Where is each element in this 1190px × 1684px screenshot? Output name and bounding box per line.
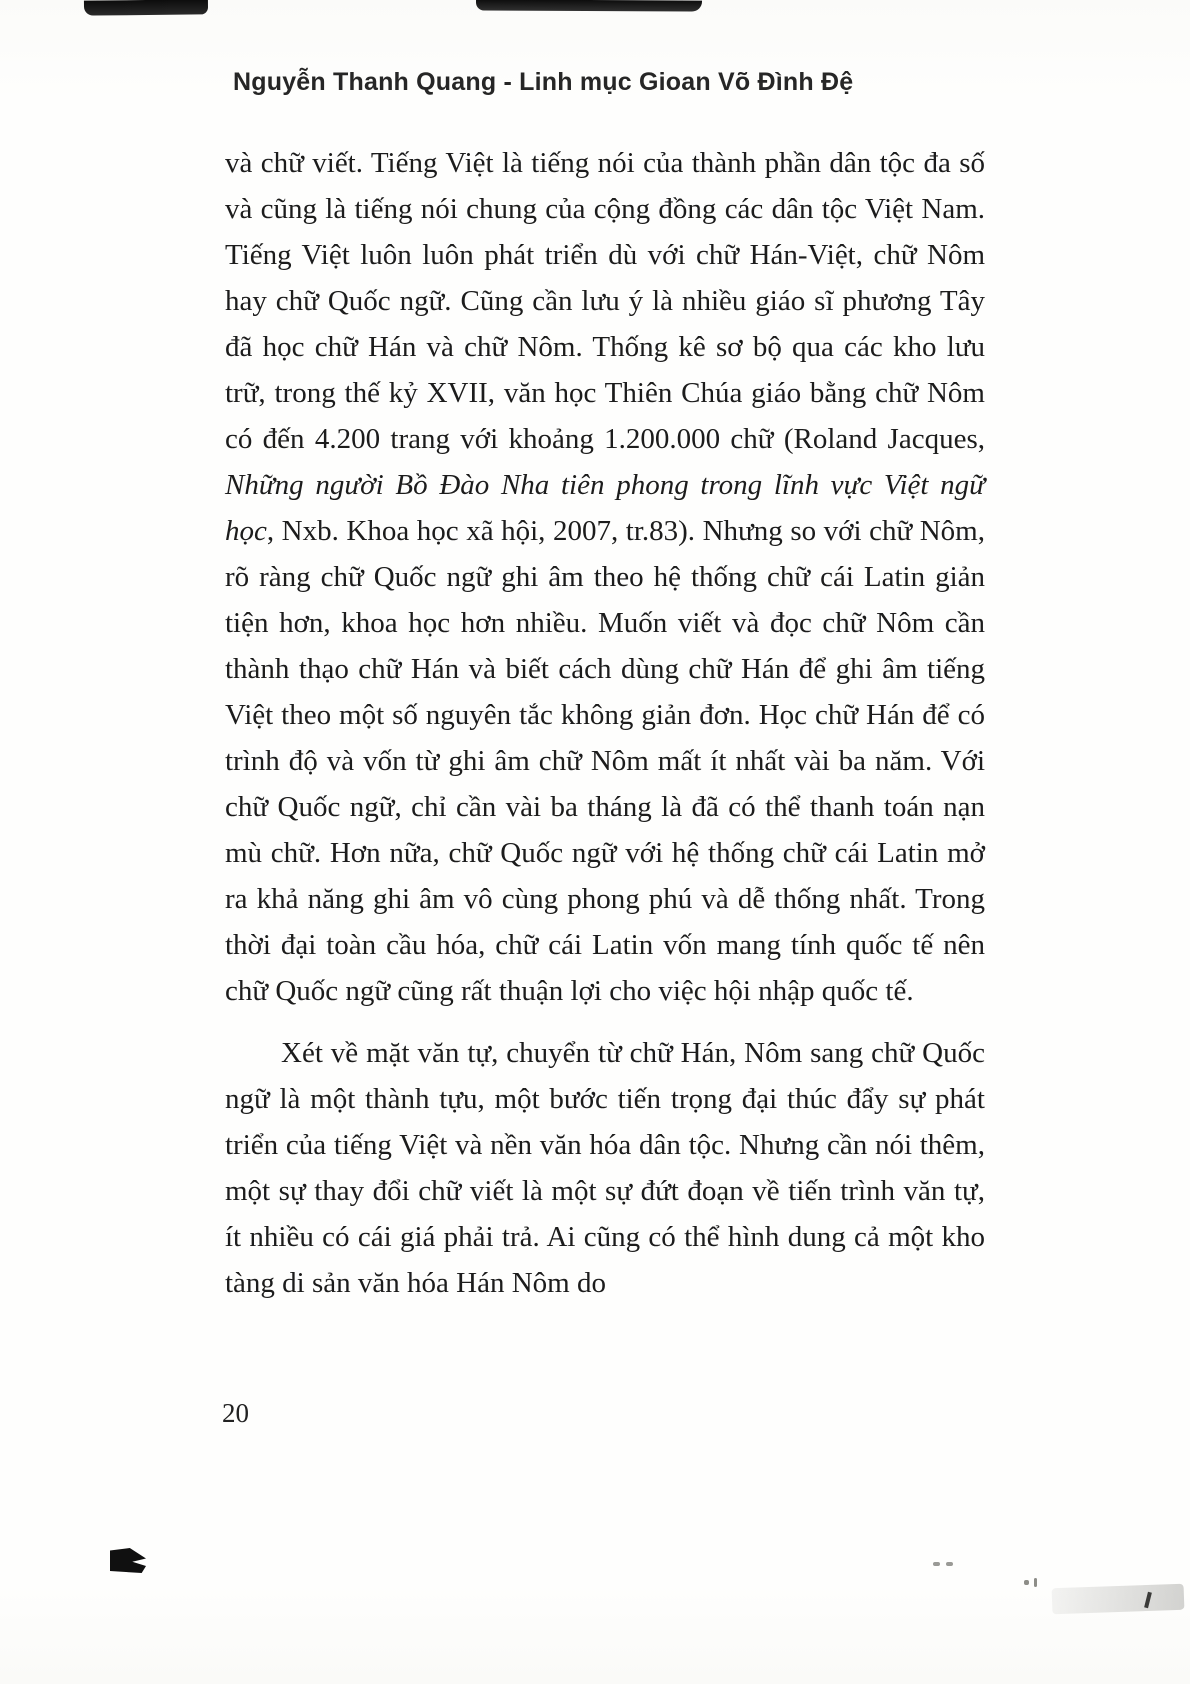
scan-dot-icon <box>1024 1580 1029 1585</box>
scan-streak-icon <box>1052 1584 1185 1615</box>
paragraph-1-text-after-italic: , Nxb. Khoa học xã hội, 2007, tr.83). Nhưng so với chữ Nôm, rõ ràng chữ Quốc ngữ ghi âm theo hệ thống chữ cái Latin giản tiện hơn, khoa học hơn nhiều. Muốn viết và đọc chữ Nôm cần thành thạo chữ Hán và biết cách dùng chữ Hán để ghi âm tiếng Việt theo một số nguyên tắc không giản đơn. Học chữ Hán để có trình độ và vốn từ ghi âm chữ Nôm mất ít nhất vài ba năm. Với chữ Quốc ngữ, chỉ cần vài ba tháng là đã có thể thanh toán nạn mù chữ. Hơn nữa, chữ Quốc ngữ với hệ thống chữ cái Latin mở ra khả năng ghi âm vô cùng phong phú và dễ thống nhất. Trong thời đại toàn cầu hóa, chữ cái Latin vốn mang tính quốc tế nên chữ Quốc ngữ cũng rất thuận lợi cho việc hội nhập quốc tế. <box>225 515 985 1007</box>
running-header: Nguyễn Thanh Quang - Linh mục Gioan Võ Đình Đệ <box>233 68 854 96</box>
scan-dot-icon <box>1034 1578 1037 1587</box>
scan-dot-icon <box>946 1562 953 1566</box>
page-number: 20 <box>222 1398 249 1428</box>
scan-artifact-bottom-left <box>110 1548 146 1573</box>
book-title-italic: Những người Bồ Đào Nha tiên phong trong lĩnh vực Việt ngữ học <box>225 469 985 547</box>
scan-artifact-top-left <box>84 0 208 16</box>
paragraph-2: Xét về mặt văn tự, chuyển từ chữ Hán, Nôm sang chữ Quốc ngữ là một thành tựu, một bước tiến trọng đại thúc đẩy sự phát triển của tiếng Việt và nền văn hóa dân tộc. Nhưng cần nói thêm, một sự thay đổi chữ viết là một sự đứt đoạn về tiến trình văn tự, ít nhiều có cái giá phải trả. Ai cũng có thể hình dung cả một kho tàng di sản văn hóa Hán Nôm do <box>225 1037 985 1299</box>
paragraph-1-text-before-italic: và chữ viết. Tiếng Việt là tiếng nói của thành phần dân tộc đa số và cũng là tiếng nói chung của cộng đồng các dân tộc Việt Nam. Tiếng Việt luôn luôn phát triển dù với chữ Hán-Việt, chữ Nôm hay chữ Quốc ngữ. Cũng cần lưu ý là nhiều giáo sĩ phương Tây đã học chữ Hán và chữ Nôm. Thống kê sơ bộ qua các kho lưu trữ, trong thế kỷ XVII, văn học Thiên Chúa giáo bằng chữ Nôm có đến 4.200 trang với khoảng 1.200.000 chữ (Roland Jacques, <box>225 147 985 455</box>
body-text-block <box>225 140 985 1306</box>
scan-dot-icon <box>933 1562 940 1566</box>
scan-artifact-top-middle <box>476 0 702 12</box>
paragraph-1 <box>225 140 985 1014</box>
